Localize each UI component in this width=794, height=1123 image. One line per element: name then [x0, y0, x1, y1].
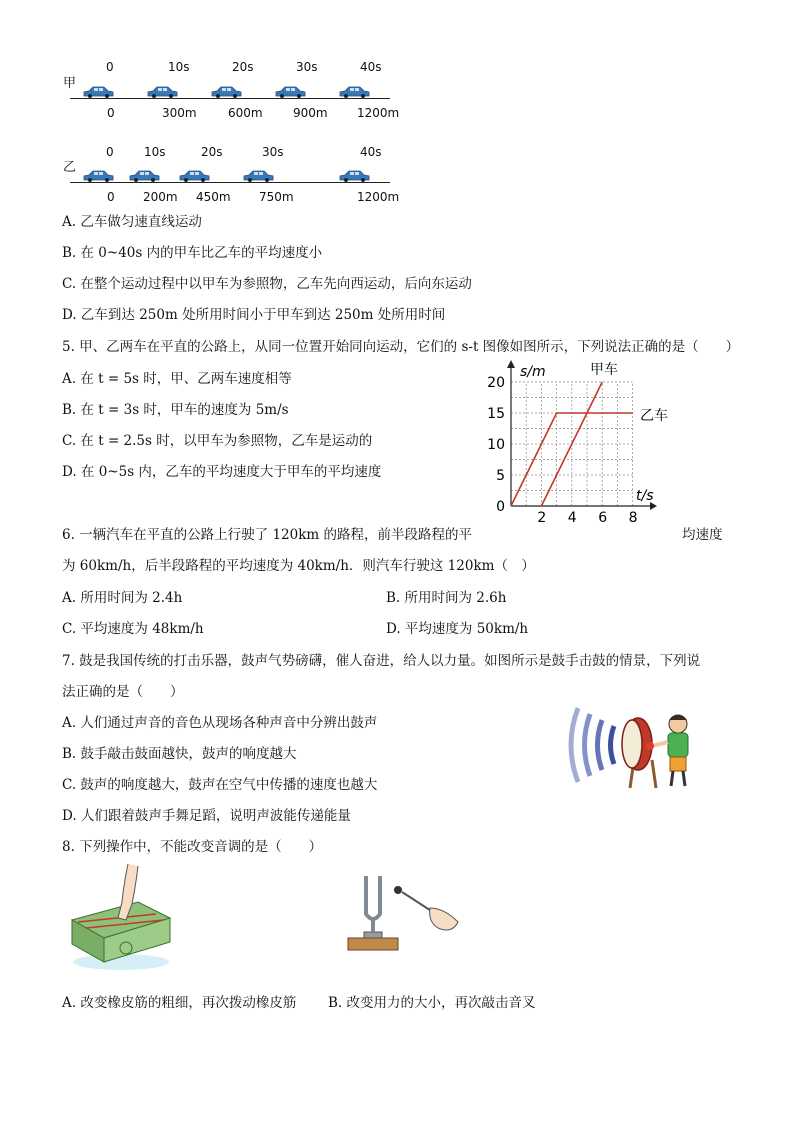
yi-time-0: 0	[106, 145, 114, 159]
x-tick-label: 2	[537, 510, 547, 526]
q6-option-c: C. 平均速度为 48km/h	[62, 621, 204, 637]
q7-option-b: B. 鼓手敲击鼓面越快，鼓声的响度越大	[62, 746, 297, 762]
q7-stem-line1: 7. 鼓是我国传统的打击乐器，鼓声气势磅礴，催人奋进，给人以力量。如图所示是鼓手击鼓的情景，下列说	[62, 653, 701, 669]
y-tick-label: 20	[487, 375, 505, 391]
jia-time-1: 10s	[168, 60, 190, 74]
y-tick-label: 0	[496, 499, 505, 515]
jia-label: 甲	[63, 76, 77, 91]
car-icon	[242, 170, 274, 182]
jia-time-3: 30s	[296, 60, 318, 74]
q8-option-b: B. 改变用力的大小，再次敲击音叉	[328, 995, 536, 1011]
yi-label: 乙	[63, 160, 77, 175]
q6-stem-line2: 为 60km/h，后半段路程的平均速度为 40km/h．则汽车行驶这 120km（ ）	[62, 558, 535, 574]
car-icon	[274, 86, 306, 98]
q8-option-a: A. 改变橡皮筋的粗细，再次拨动橡皮筋	[62, 995, 297, 1011]
yi-dist-0: 0	[107, 190, 115, 204]
car-icon	[146, 86, 178, 98]
jia-dist-2: 600m	[228, 106, 263, 120]
yi-time-1: 10s	[144, 145, 166, 159]
x-tick-label: 6	[598, 510, 608, 526]
yi-dist-3: 750m	[259, 190, 294, 204]
yi-dist-4: 1200m	[357, 190, 400, 204]
car-icon	[82, 86, 114, 98]
y-tick-label: 15	[487, 406, 505, 422]
yi-dist-1: 200m	[143, 190, 178, 204]
y-axis-label: s/m	[520, 364, 546, 380]
jia-time-0: 0	[106, 60, 114, 74]
q7-option-d: D. 人们跟着鼓声手舞足蹈，说明声波能传递能量	[62, 808, 351, 824]
q7-option-c: C. 鼓声的响度越大，鼓声在空气中传播的速度也越大	[62, 777, 378, 793]
q7-option-a: A. 人们通过声音的音色从现场各种声音中分辨出鼓声	[62, 715, 378, 731]
yi-dist-2: 450m	[196, 190, 231, 204]
q5-option-c: C. 在 t = 2.5s 时，以甲车为参照物，乙车是运动的	[62, 433, 373, 449]
drummer-illustration	[560, 700, 700, 792]
x-axis-label: t/s	[636, 488, 654, 504]
series-label-jia: 甲车	[590, 362, 618, 378]
jia-road-line	[70, 98, 390, 99]
car-icon	[210, 86, 242, 98]
jia-dist-3: 900m	[293, 106, 328, 120]
car-icon	[82, 170, 114, 182]
yi-time-4: 40s	[360, 145, 382, 159]
q4-option-d: D. 乙车到达 250m 处所用时间小于甲车到达 250m 处所用时间	[62, 307, 446, 323]
tuning-fork-illustration	[340, 862, 465, 957]
q5-option-d: D. 在 0~5s 内，乙车的平均速度大于甲车的平均速度	[62, 464, 382, 480]
y-axis-arrow	[507, 360, 515, 368]
x-tick-label: 8	[628, 510, 638, 526]
q8-stem: 8. 下列操作中，不能改变音调的是（ ）	[62, 839, 323, 855]
car-icon	[128, 170, 160, 182]
q5-option-a: A. 在 t = 5s 时，甲、乙两车速度相等	[62, 371, 292, 387]
y-tick-label: 10	[487, 437, 505, 453]
rubber-band-box-illustration	[66, 862, 176, 974]
q6-stem-line1a: 6. 一辆汽车在平直的公路上行驶了 120km 的路程，前半段路程的平	[62, 527, 473, 543]
q5-option-b: B. 在 t = 3s 时，甲车的速度为 5m/s	[62, 402, 289, 418]
q6-option-b: B. 所用时间为 2.6h	[386, 590, 507, 606]
q6-option-d: D. 平均速度为 50km/h	[386, 621, 529, 637]
q4-option-c: C. 在整个运动过程中以甲车为参照物，乙车先向西运动，后向东运动	[62, 276, 472, 292]
car-icon	[338, 86, 370, 98]
q4-option-a: A. 乙车做匀速直线运动	[62, 214, 202, 230]
car-icon	[178, 170, 210, 182]
y-tick-label: 5	[496, 468, 505, 484]
series-label-yi: 乙车	[640, 408, 668, 424]
jia-time-4: 40s	[360, 60, 382, 74]
q7-stem-line2: 法正确的是（ ）	[62, 684, 184, 700]
jia-time-2: 20s	[232, 60, 254, 74]
yi-road-line	[70, 182, 390, 183]
s-t-chart	[480, 358, 670, 528]
q6-option-a: A. 所用时间为 2.4h	[62, 590, 183, 606]
car-icon	[338, 170, 370, 182]
x-tick-label: 4	[567, 510, 577, 526]
yi-time-2: 20s	[201, 145, 223, 159]
jia-dist-0: 0	[107, 106, 115, 120]
jia-dist-4: 1200m	[357, 106, 400, 120]
q4-option-b: B. 在 0~40s 内的甲车比乙车的平均速度小	[62, 245, 323, 261]
jia-dist-1: 300m	[162, 106, 197, 120]
q5-stem: 5. 甲、乙两车在平直的公路上，从同一位置开始同向运动，它们的 s-t 图像如图所示，下列说法正确的是（ ）	[62, 339, 740, 355]
yi-time-3: 30s	[262, 145, 284, 159]
q6-stem-line1b: 均速度	[682, 527, 723, 543]
